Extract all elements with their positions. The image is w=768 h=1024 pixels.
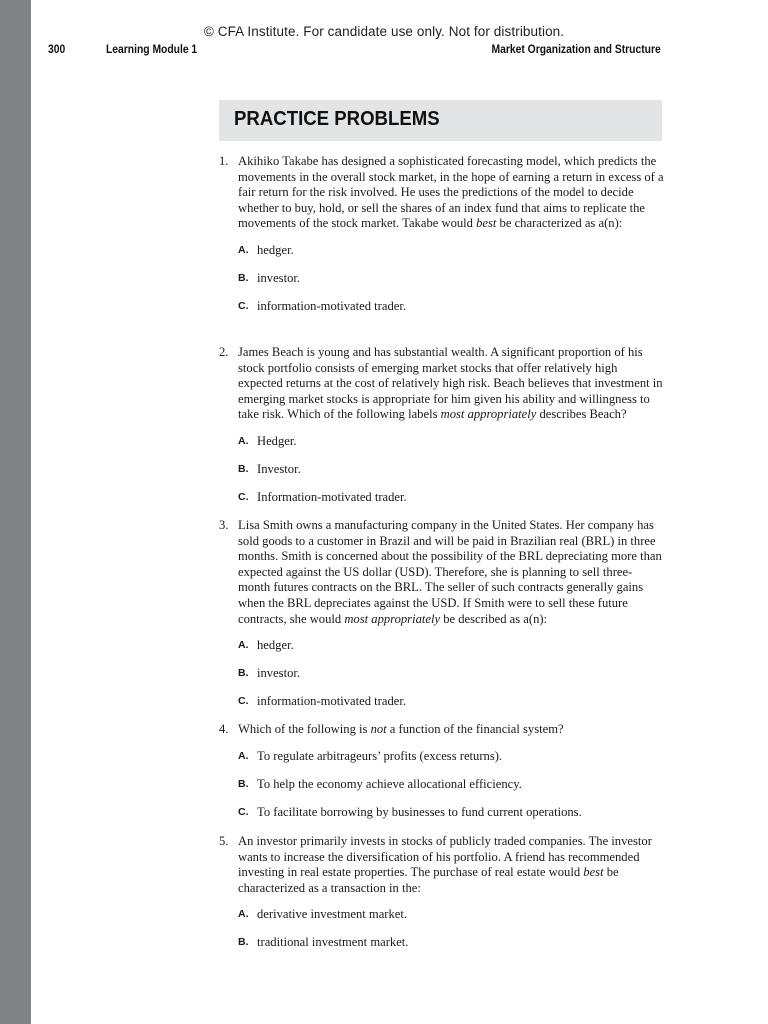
option-letter: C. — [238, 805, 249, 818]
question-4 — [219, 722, 664, 820]
option-letter: A. — [238, 243, 249, 256]
page-number: 300 — [48, 42, 66, 56]
answer-options — [219, 638, 664, 710]
option-b[interactable] — [238, 666, 664, 682]
option-text: Hedger. — [257, 433, 297, 448]
option-c[interactable] — [238, 805, 664, 821]
option-c[interactable] — [238, 694, 664, 710]
option-text: To facilitate borrowing by businesses to fund current operations. — [257, 804, 582, 819]
option-a[interactable] — [238, 749, 664, 765]
option-text: Information-motivated trader. — [257, 489, 407, 504]
option-text: investor. — [257, 270, 301, 285]
question-5 — [219, 834, 664, 951]
question-text: James Beach is young and has substantial wealth. A significant proportion of his stock portfolio consists of emerging market stocks that offer relatively high expected returns at the cost of relatively high risk. Beach believes that investment in emerging market stocks is appropriate for him given his ability and willingness to take risk. Which of the following labels most appropriately describes Beach? — [238, 345, 663, 422]
answer-options — [219, 907, 664, 951]
option-letter: B. — [238, 667, 249, 680]
option-a[interactable] — [238, 638, 664, 654]
question-text: Which of the following is not a function of the financial system? — [238, 722, 564, 736]
option-letter: C. — [238, 695, 249, 708]
option-c[interactable] — [238, 299, 664, 315]
question-number: 3. — [219, 518, 229, 532]
copyright-notice: © CFA Institute. For candidate use only. Not for distribution. — [203, 24, 565, 39]
section-title: PRACTICE PROBLEMS — [234, 108, 440, 130]
option-text: derivative investment market. — [257, 907, 408, 922]
option-letter: C. — [238, 490, 249, 503]
question-number: 1. — [219, 154, 229, 168]
question-text: Lisa Smith owns a manufacturing company in the United States. Her company has sold goods to a customer in Brazil and will be paid in Brazilian real (BRL) in three months. Smith is concerned about the possibility of the BRL depreciating more than expected against the US dollar (USD). Therefore, she is planning to sell three-month futures contracts on the BRL. The seller of such contracts generally gains when the BRL depreciates against the USD. If Smith were to sell these future contracts, she would most appropriately be described as a(n): — [238, 518, 662, 626]
option-letter: A. — [238, 639, 249, 652]
option-b[interactable] — [238, 777, 664, 793]
answer-options — [219, 243, 664, 315]
answer-options — [219, 434, 664, 506]
option-text: hedger. — [257, 638, 294, 653]
emphasis: best — [583, 865, 604, 880]
question-number: 5. — [219, 834, 229, 848]
option-c[interactable] — [238, 490, 664, 506]
question-number: 2. — [219, 345, 229, 359]
emphasis: not — [370, 722, 387, 736]
option-text: To help the economy achieve allocational efficiency. — [257, 776, 522, 791]
question-text: An investor primarily invests in stocks of publicly traded companies. The investor wants to increase the diversification of his portfolio. A friend has recommended investing in real estate properties. The purchase of real estate would best be characterized as a transaction in the: — [238, 834, 652, 895]
question-2 — [219, 345, 664, 506]
question-3 — [219, 518, 664, 710]
answer-options — [219, 749, 664, 821]
option-text: hedger. — [257, 242, 294, 257]
option-letter: A. — [238, 434, 249, 447]
emphasis: best — [476, 216, 497, 231]
option-text: Investor. — [257, 461, 301, 476]
option-text: investor. — [257, 666, 301, 681]
section-banner — [219, 100, 662, 141]
option-text: information-motivated trader. — [257, 298, 406, 313]
module-title: Market Organization and Structure — [491, 42, 661, 56]
option-a[interactable] — [238, 243, 664, 259]
emphasis: most appropriately — [344, 611, 441, 626]
option-letter: B. — [238, 936, 249, 949]
option-a[interactable] — [238, 434, 664, 450]
option-b[interactable] — [238, 462, 664, 478]
module-label: Learning Module 1 — [106, 42, 198, 56]
option-b[interactable] — [238, 271, 664, 287]
question-text: Akihiko Takabe has designed a sophisticated forecasting model, which predicts the movements in the overall stock market, in the hope of earning a return in excess of a fair return for the risk involved. He uses the predictions of the model to decide whether to buy, hold, or sell the shares of an index fund that aims to replicate the movements of the stock market. Takabe would best be characterized as a(n): — [238, 154, 664, 231]
option-letter: C. — [238, 299, 249, 312]
option-letter: A. — [238, 908, 249, 921]
option-a[interactable] — [238, 907, 664, 923]
emphasis: most appropriately — [440, 407, 537, 422]
option-b[interactable] — [238, 935, 664, 951]
option-letter: B. — [238, 462, 249, 475]
option-letter: B. — [238, 777, 249, 790]
page-edge-bar — [0, 0, 31, 1024]
question-number: 4. — [219, 722, 229, 736]
option-text: To regulate arbitrageurs’ profits (excess returns). — [257, 748, 503, 763]
option-text: traditional investment market. — [257, 935, 409, 950]
option-letter: B. — [238, 271, 249, 284]
option-letter: A. — [238, 749, 249, 762]
question-1 — [219, 154, 664, 315]
option-text: information-motivated trader. — [257, 694, 406, 709]
